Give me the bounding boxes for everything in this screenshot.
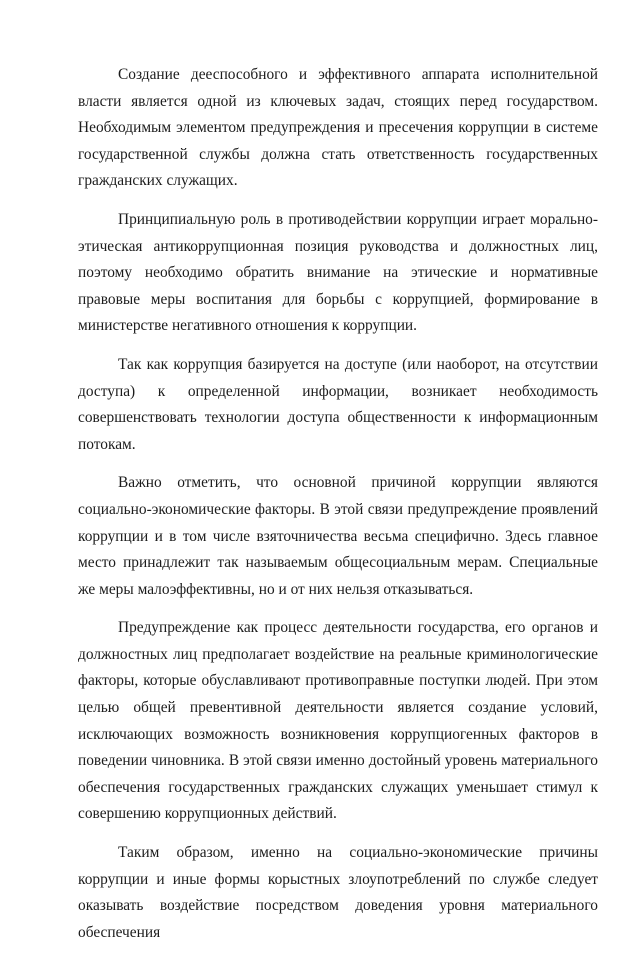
paragraph-3: Так как коррупция базируется на доступе (или наоборот, на отсутствии доступа) к определенной информации, возникает необходимость совершенствовать технологии доступа общественности к информационным потокам.: [78, 355, 598, 453]
paragraph-6: Таким образом, именно на социально-экономические причины коррупции и иные формы корыстных злоупотреблений по службе следует оказывать воздействие посредством доведения уровня материального обеспечения: [78, 844, 598, 941]
paragraph-1: Создание дееспособного и эффективного аппарата исполнительной власти является одной из ключевых задач, стоящих перед государством. Необходимым элементом предупреждения и пресечения коррупции в системе государственной службы должна стать ответственность государственных гражданских служащих.: [78, 66, 598, 190]
document-body: [78, 62, 598, 958]
paragraph-2: Принципиальную роль в противодействии коррупции играет морально-этическая антикоррупционная позиция руководства и должностных лиц, поэтому необходимо обратить внимание на этические и нормативные правовые меры воспитания для борьбы с коррупцией, формирование в министерстве негативного отношения к коррупции.: [78, 210, 598, 335]
paragraph-4: Важно отметить, что основной причиной коррупции являются социально-экономические факторы. В этой связи предупреждение проявлений коррупции и в том числе взяточничества весьма специфично. Здесь главное место принадлежит так называемым общесоциальным мерам. Специальные же меры малоэффективны, но и от них нельзя отказываться.: [78, 474, 598, 598]
paragraph-5: Предупреждение как процесс деятельности государства, его органов и должностных лиц предполагает воздействие на реальные криминологические факторы, которые обуславливают противоправные поступки людей. При этом целью общей превентивной деятельности является создание условий, исключающих возможность возникновения коррупциогенных факторов в поведении чиновника. В этой связи именно достойный уровень материального обеспечения государственных гражданских служащих уменьшает стимул к совершению коррупционных действий.: [78, 619, 598, 823]
